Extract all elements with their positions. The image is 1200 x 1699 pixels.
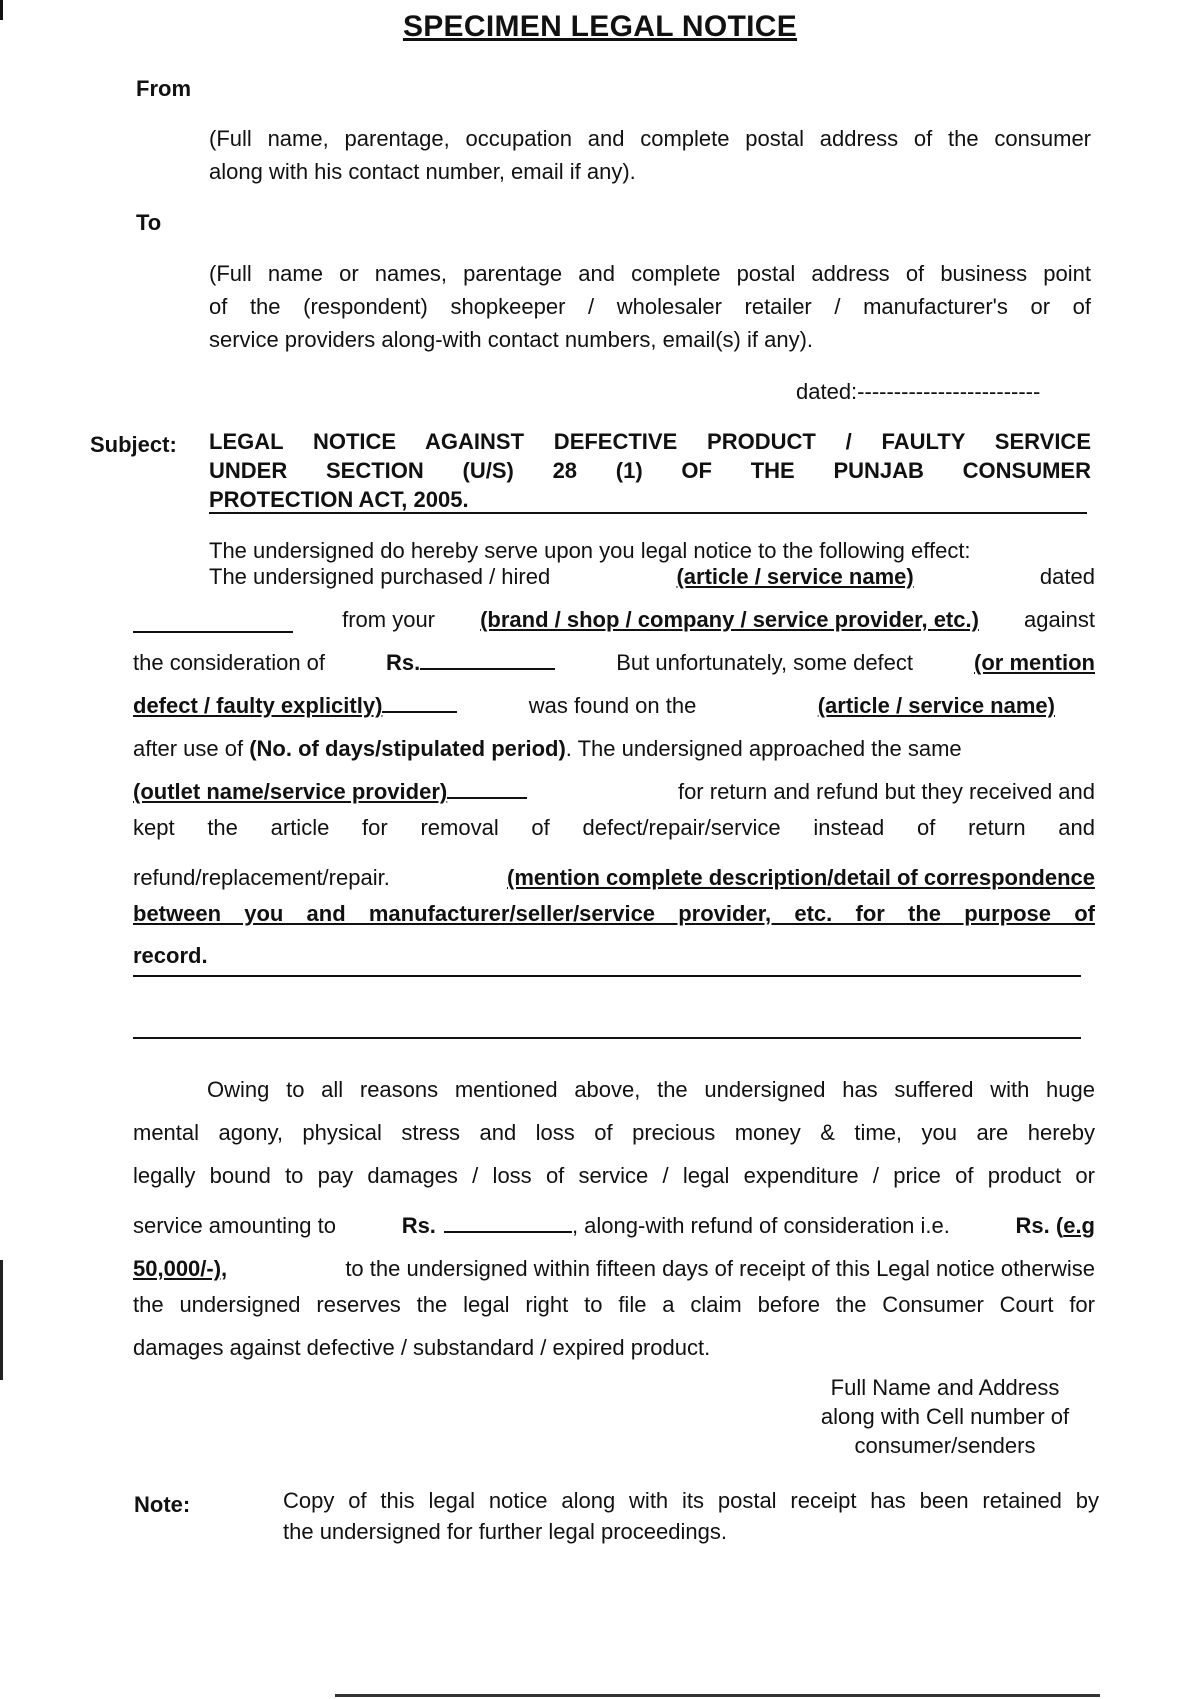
claim-line-6: the undersigned reserves the legal right to file a claim before the Consumer Court for [133, 1292, 1095, 1317]
body-line-8 [133, 851, 1095, 891]
subject-line-1: LEGAL NOTICE AGAINST DEFECTIVE PRODUCT / FAULTY SERVICE [209, 429, 1091, 454]
placeholder-correspondence: (mention complete description/detail of correspondence [507, 865, 1095, 890]
scan-edge-mark [335, 1694, 1100, 1697]
body-text: after use of [133, 736, 244, 761]
placeholder-brand-shop: (brand / shop / company / service provider, etc.) [480, 607, 979, 632]
subject-line-3: PROTECTION ACT, 2005. [209, 487, 469, 512]
scan-edge-mark [0, 1260, 3, 1380]
blank-line [447, 773, 527, 799]
blank-line [382, 687, 457, 713]
note-line-2: the undersigned for further legal proceedings. [283, 1519, 727, 1544]
to-label: To [136, 210, 162, 235]
body-line-5 [133, 722, 1095, 762]
amount-blank [420, 644, 555, 670]
to-line-2: of the (respondent) shopkeeper / wholesaler retailer / manufacturer's or of [209, 294, 1091, 319]
signature-line-3: consumer/senders [854, 1433, 1036, 1458]
from-line-2: along with his contact number, email if any). [209, 159, 636, 184]
claim-line-2: mental agony, physical stress and loss of precious money & time, you are hereby [133, 1120, 1095, 1145]
body-text: refund/replacement/repair. [133, 865, 390, 890]
placeholder-defect-explicitly: defect / faulty explicitly) [133, 693, 383, 718]
blank-rule [133, 1037, 1081, 1039]
claim-line-1: Owing to all reasons mentioned above, the undersigned has suffered with huge [207, 1077, 1095, 1102]
body-line-1 [209, 550, 1095, 590]
body-text: against [1024, 607, 1095, 632]
to-line-3: service providers along-with contact numbers, email(s) if any). [209, 327, 814, 352]
body-line-10: record. [133, 943, 208, 968]
rs-label: Rs. [401, 1213, 436, 1238]
placeholder-article-service-name: (article / service name) [676, 564, 914, 589]
body-text: service amounting to [133, 1213, 336, 1238]
subject-underline [209, 512, 1087, 514]
date-blank [133, 607, 293, 633]
claim-line-4 [133, 1199, 1095, 1239]
note-label: Note: [134, 1492, 191, 1517]
body-intro: The undersigned do hereby serve upon you legal notice to the following effect: [209, 538, 971, 563]
body-text: from your [342, 607, 436, 632]
damages-blank [444, 1207, 572, 1233]
body-text: . The undersigned approached the same [565, 736, 962, 761]
body-text: for return and refund but they received and [677, 779, 1095, 804]
body-line-2 [133, 593, 1095, 633]
body-line-4 [133, 679, 1095, 719]
placeholder-mention-defect: (or mention [974, 650, 1095, 675]
subject-label: Subject: [90, 432, 177, 457]
body-text: But unfortunately, some defect [616, 650, 914, 675]
placeholder-article-service-name: (article / service name) [817, 693, 1055, 718]
rs-label: Rs. [386, 650, 421, 675]
record-underline [133, 975, 1081, 977]
body-text: The undersigned purchased / hired [209, 564, 551, 589]
note-line-1: Copy of this legal notice along with its postal receipt has been retained by [283, 1488, 1099, 1513]
subject-line-2: UNDER SECTION (U/S) 28 (1) OF THE PUNJAB CONSUMER [209, 458, 1091, 483]
claim-line-5 [133, 1242, 1095, 1282]
page-title: SPECIMEN LEGAL NOTICE [402, 10, 798, 43]
placeholder-days-period: (No. of days/stipulated period) [249, 736, 566, 761]
to-line-1: (Full name or names, parentage and complete postal address of business point [209, 261, 1091, 286]
signature-line-1: Full Name and Address [830, 1375, 1060, 1400]
body-text: was found on the [528, 693, 697, 718]
body-line-3 [133, 636, 1095, 676]
example-amount: e.g [1063, 1213, 1095, 1238]
body-line-7: kept the article for removal of defect/repair/service instead of return and [133, 815, 1095, 840]
body-text: to the undersigned within fifteen days of receipt of this Legal notice otherwise [345, 1256, 1095, 1281]
placeholder-outlet-name: (outlet name/service provider) [133, 779, 448, 804]
rs-label: Rs. ( [1015, 1213, 1064, 1238]
claim-line-3: legally bound to pay damages / loss of service / legal expenditure / price of product or [133, 1163, 1095, 1188]
dated-field: dated:------------------------- [796, 379, 1041, 404]
body-text: , along-with refund of consideration i.e. [571, 1213, 950, 1238]
signature-block [790, 1373, 1100, 1460]
body-line-6 [133, 765, 1095, 805]
from-line-1: (Full name, parentage, occupation and complete postal address of the consumer [209, 126, 1091, 151]
claim-line-7: damages against defective / substandard / expired product. [133, 1335, 711, 1360]
body-text: dated [1039, 564, 1095, 589]
body-text: the consideration of [133, 650, 326, 675]
signature-line-2: along with Cell number of [820, 1404, 1070, 1429]
body-line-9: between you and manufacturer/seller/service provider, etc. for the purpose of [133, 901, 1095, 926]
example-amount: 50,000/-), [133, 1256, 228, 1281]
from-label: From [136, 76, 191, 101]
